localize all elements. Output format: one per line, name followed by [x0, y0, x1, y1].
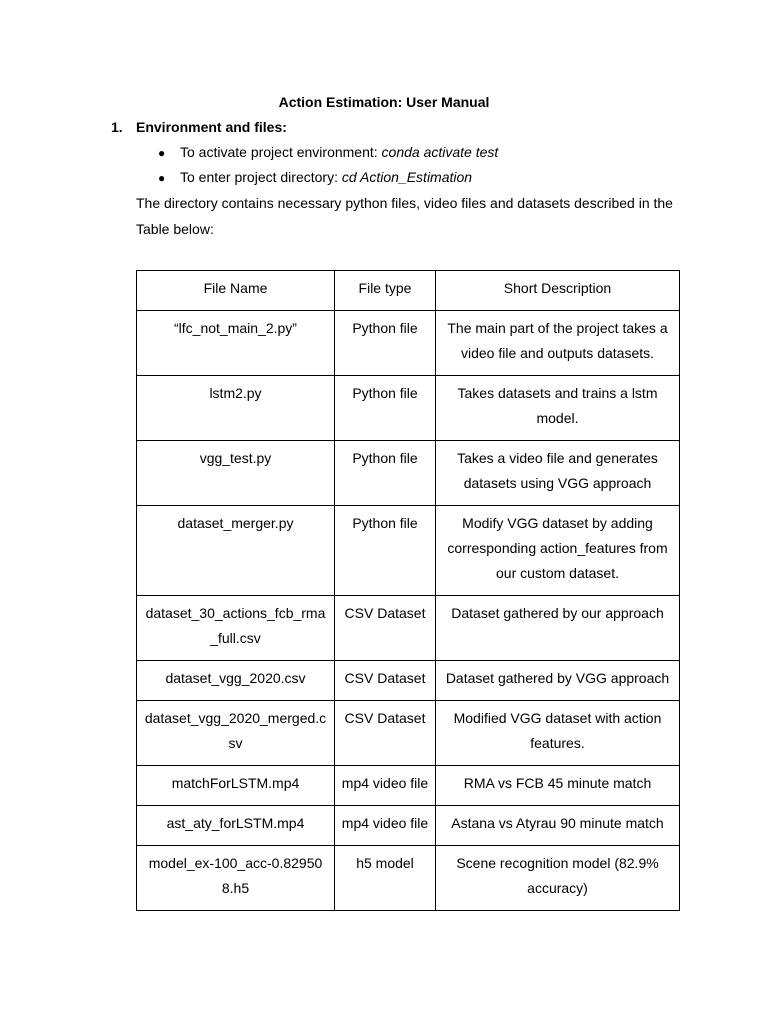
- file-name-cell: “lfc_not_main_2.py”: [137, 311, 335, 376]
- table-header-row: [137, 271, 680, 311]
- file-type-cell: mp4 video file: [335, 806, 436, 846]
- bullet-item-activate-env: [158, 142, 498, 163]
- file-name-cell: matchForLSTM.mp4: [137, 766, 335, 806]
- document-title: Action Estimation: User Manual: [278, 94, 490, 110]
- bullet-icon: ●: [158, 171, 166, 185]
- description-paragraph: The directory contains necessary python files, video files and datasets described in the Table below:: [136, 195, 673, 237]
- file-name-cell: model_ex-100_acc-0.829508.h5: [137, 846, 335, 911]
- description-cell: Takes a video file and generates datasets using VGG approach: [436, 441, 680, 506]
- description-cell: Scene recognition model (82.9% accuracy): [436, 846, 680, 911]
- file-name-cell: ast_aty_forLSTM.mp4: [137, 806, 335, 846]
- header-file-name: File Name: [137, 271, 335, 311]
- file-name-cell: lstm2.py: [137, 376, 335, 441]
- description-cell: The main part of the project takes a video file and outputs datasets.: [436, 311, 680, 376]
- description-cell: Modify VGG dataset by adding corresponding action_features from our custom dataset.: [436, 506, 680, 596]
- table-row: [137, 311, 680, 376]
- description-cell: Astana vs Atyrau 90 minute match: [436, 806, 680, 846]
- header-short-description: Short Description: [436, 271, 680, 311]
- section-number: 1.: [111, 119, 123, 135]
- description-cell: Modified VGG dataset with action features.: [436, 701, 680, 766]
- table-row: [137, 376, 680, 441]
- file-name-cell: vgg_test.py: [137, 441, 335, 506]
- description-cell: Takes datasets and trains a lstm model.: [436, 376, 680, 441]
- table-row: [137, 441, 680, 506]
- command-text: conda activate test: [381, 144, 499, 160]
- file-name-cell: dataset_merger.py: [137, 506, 335, 596]
- file-name-cell: dataset_vgg_2020.csv: [137, 661, 335, 701]
- table-row: [137, 596, 680, 661]
- bullet-icon: ●: [158, 146, 166, 160]
- table-row: [137, 806, 680, 846]
- header-file-type: File type: [335, 271, 436, 311]
- bullet-item-enter-directory: [158, 167, 472, 188]
- file-type-cell: CSV Dataset: [335, 701, 436, 766]
- file-type-cell: Python file: [335, 311, 436, 376]
- command-text: cd Action_Estimation: [341, 169, 473, 185]
- table-row: [137, 661, 680, 701]
- file-type-cell: CSV Dataset: [335, 661, 436, 701]
- description-cell: RMA vs FCB 45 minute match: [436, 766, 680, 806]
- file-type-cell: Python file: [335, 441, 436, 506]
- file-name-cell: dataset_vgg_2020_merged.csv: [137, 701, 335, 766]
- file-type-cell: CSV Dataset: [335, 596, 436, 661]
- file-type-cell: Python file: [335, 506, 436, 596]
- file-name-cell: dataset_30_actions_fcb_rma_full.csv: [137, 596, 335, 661]
- file-type-cell: h5 model: [335, 846, 436, 911]
- bullet-text: To activate project environment:: [180, 144, 382, 160]
- table-row: [137, 846, 680, 911]
- bullet-text: To enter project directory:: [180, 169, 342, 185]
- section-heading: [111, 117, 287, 137]
- table-row: [137, 701, 680, 766]
- section-title: Environment and files:: [136, 119, 287, 135]
- description-cell: Dataset gathered by our approach: [436, 596, 680, 661]
- table-row: [137, 506, 680, 596]
- description-cell: Dataset gathered by VGG approach: [436, 661, 680, 701]
- file-type-cell: mp4 video file: [335, 766, 436, 806]
- table-row: [137, 766, 680, 806]
- file-type-cell: Python file: [335, 376, 436, 441]
- files-table: [136, 270, 680, 911]
